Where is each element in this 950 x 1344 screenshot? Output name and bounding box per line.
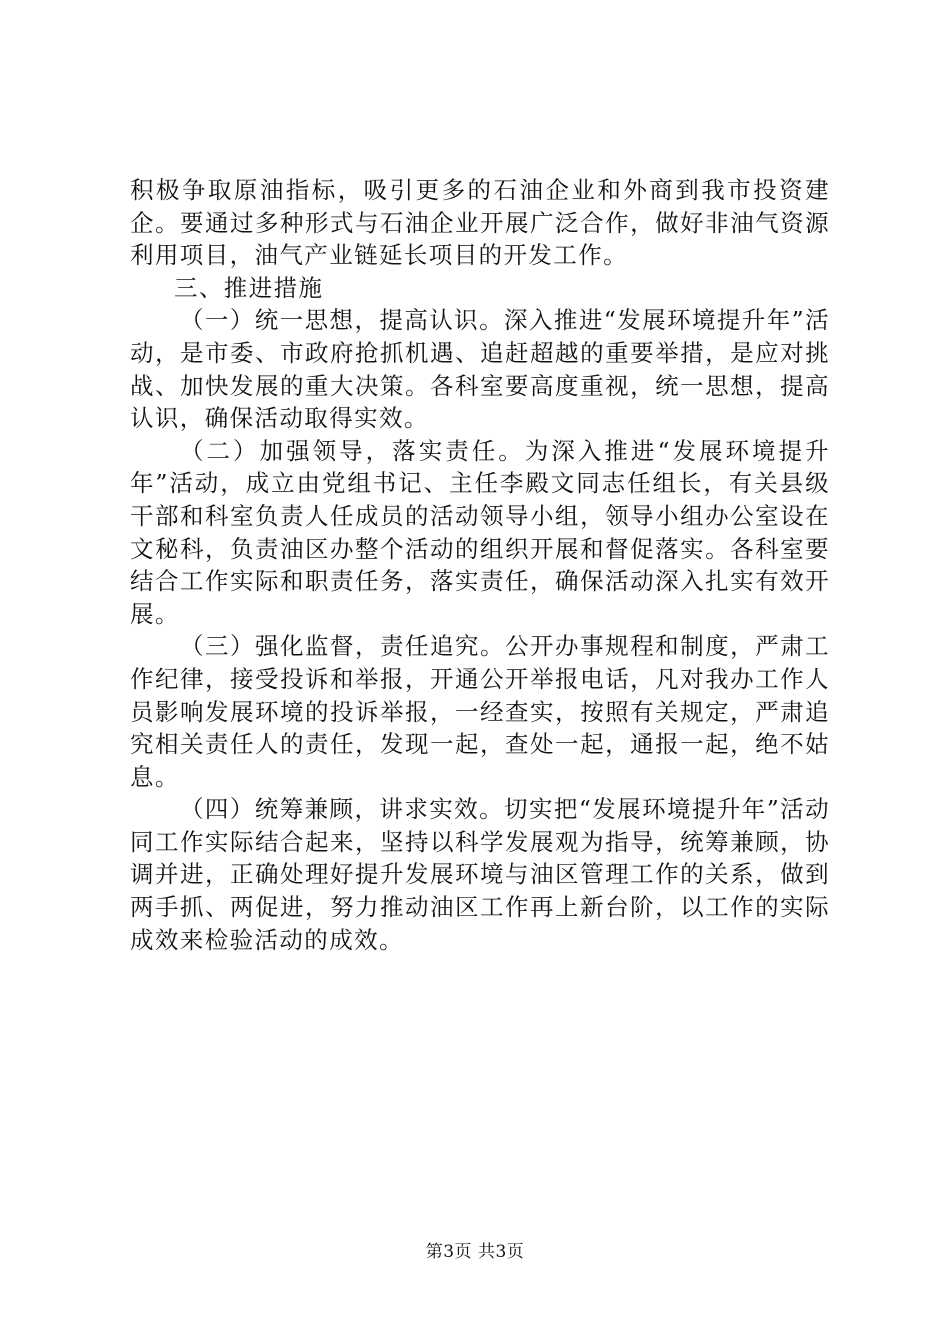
paragraph-measure-4: （四）统筹兼顾，讲求实效。切实把“发展环境提升年”活动同工作实际结合起来，坚持以科学发展观为指导，统筹兼顾，协调并进，正确处理好提升发展环境与油区管理工作的关系，做到两手抓、两促进，努力推动油区工作再上新台阶，以工作的实际成效来检验活动的成效。 [130, 795, 830, 954]
paragraph-continuation: 积极争取原油指标，吸引更多的石油企业和外商到我市投资建企。要通过多种形式与石油企业开展广泛合作，做好非油气资源利用项目，油气产业链延长项目的开发工作。 [130, 176, 830, 270]
section-heading: 三、推进措施 [174, 273, 324, 302]
document-body [130, 174, 830, 956]
page-number-footer: 第3页 共3页 [425, 1242, 525, 1262]
paragraph-measure-2: （二）加强领导，落实责任。为深入推进“发展环境提升年”活动，成立由党组书记、主任李殿文同志任组长，有关县级干部和科室负责人任成员的活动领导小组，领导小组办公室设在文秘科，负责油区办整个活动的组织开展和督促落实。各科室要结合工作实际和职责任务，落实责任，确保活动深入扎实有效开展。 [130, 436, 830, 628]
paragraph-measure-3: （三）强化监督，责任追究。公开办事规程和制度，严肃工作纪律，接受投诉和举报，开通公开举报电话，凡对我办工作人员影响发展环境的投诉举报，一经查实，按照有关规定，严肃追究相关责任人的责任，发现一起，查处一起，通报一起，绝不姑息。 [130, 632, 830, 791]
paragraph-measure-1: （一）统一思想，提高认识。深入推进“发展环境提升年”活动，是市委、市政府抢抓机遇、追赶超越的重要举措，是应对挑战、加快发展的重大决策。各科室要高度重视，统一思想，提高认识，确保活动取得实效。 [130, 306, 830, 433]
